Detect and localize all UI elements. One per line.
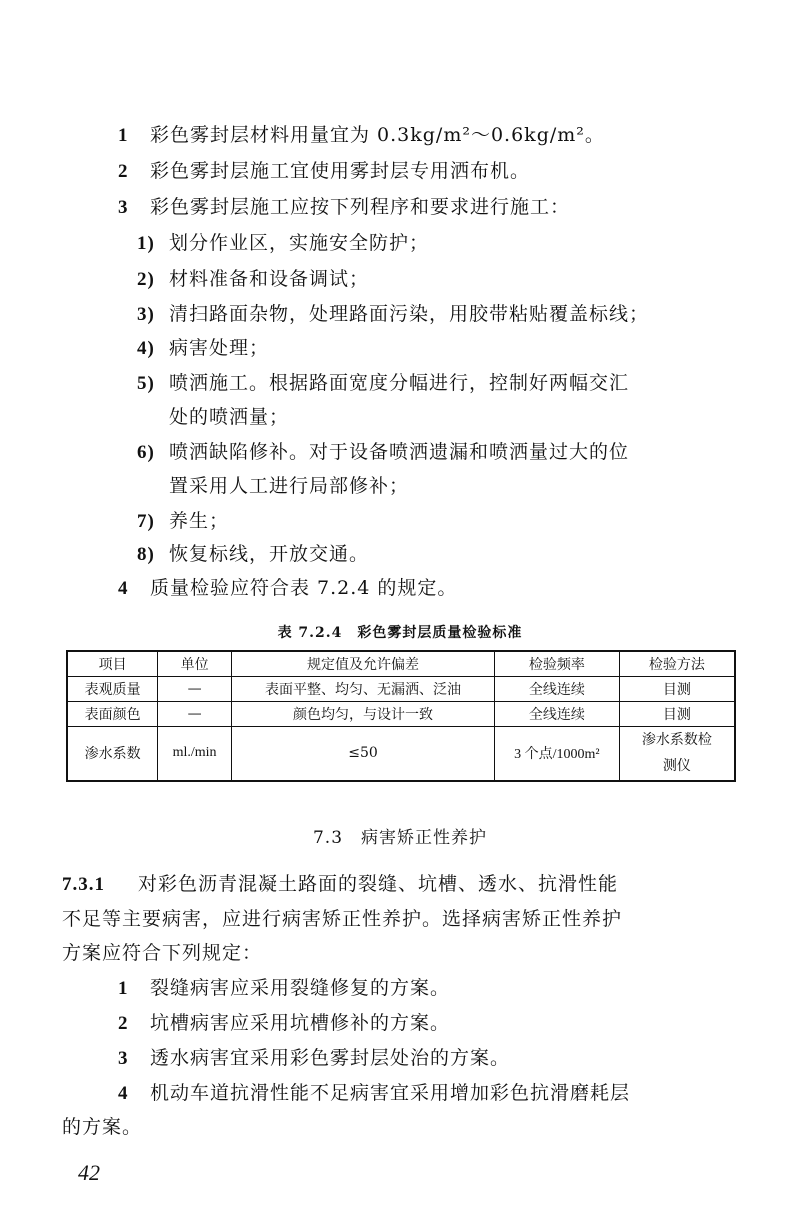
table-cell: ≤50 [232, 727, 495, 781]
header-cell: 规定值及允许偏差 [232, 651, 495, 677]
clause [62, 869, 618, 896]
quality-table [66, 650, 736, 782]
item-text: 材料准备和设备调试； [169, 268, 370, 290]
item-number: 6) [137, 442, 155, 463]
item-text-continued: 的方案。 [62, 1116, 143, 1138]
item-number: 3) [137, 304, 155, 325]
item-text: 坑槽病害应采用坑槽修补的方案。 [150, 1012, 451, 1034]
item-text: 裂缝病害应采用裂缝修复的方案。 [150, 977, 451, 999]
table-cell: 全线连续 [494, 702, 619, 727]
list-item [118, 120, 605, 147]
item-number: 4) [137, 338, 155, 359]
table-cell: 渗水系数 [67, 727, 158, 781]
list-item [118, 1043, 510, 1070]
clause-text: 方案应符合下列规定： [62, 942, 263, 964]
sub-item [137, 299, 649, 326]
item-text: 透水病害宜采用彩色雾封层处治的方案。 [150, 1047, 511, 1069]
table-cell: ml./min [158, 727, 232, 781]
table-cell: — [158, 702, 232, 727]
sub-item [137, 539, 369, 566]
item-text: 划分作业区，实施安全防护； [169, 232, 430, 254]
item-number: 7) [137, 511, 155, 532]
header-cell: 检验方法 [619, 651, 735, 677]
item-text: 清扫路面杂物，处理路面污染，用胶带粘贴覆盖标线； [169, 303, 650, 325]
item-text: 彩色雾封层施工宜使用雾封层专用洒布机。 [150, 160, 531, 182]
table-cell: 目测 [619, 677, 735, 702]
table-cell: 表面平整、均匀、无漏洒、泛油 [232, 677, 495, 702]
header-cell: 检验频率 [494, 651, 619, 677]
clause-number: 7.3.1 [62, 874, 105, 895]
clause-text: 不足等主要病害，应进行病害矫正性养护。选择病害矫正性养护 [62, 908, 623, 930]
list-item [118, 1078, 630, 1105]
table-cell: 渗水系数检测仪 [619, 727, 735, 781]
item-text-continued: 置采用人工进行局部修补； [169, 475, 410, 497]
item-text: 喷洒缺陷修补。对于设备喷洒遗漏和喷洒量过大的位 [169, 441, 630, 463]
list-item [118, 973, 450, 1000]
item-text: 病害处理； [169, 337, 270, 359]
item-number: 4 [118, 1083, 129, 1104]
item-number: 2 [118, 161, 129, 182]
item-number: 5) [137, 373, 155, 394]
item-text: 彩色雾封层材料用量宜为 0.3kg/m²～0.6kg/m²。 [150, 124, 605, 146]
table-caption: 表 7.2.4 彩色雾封层质量检验标准 [277, 625, 523, 641]
item-number: 2) [137, 269, 155, 290]
table-cell: 表观质量 [67, 677, 158, 702]
sub-item [137, 264, 369, 291]
sub-item [137, 333, 269, 360]
page-number: 42 [78, 1160, 100, 1185]
table-cell: — [158, 677, 232, 702]
sub-item [137, 368, 629, 395]
table-cell: 颜色均匀，与设计一致 [232, 702, 495, 727]
item-text: 彩色雾封层施工应按下列程序和要求进行施工： [150, 196, 571, 218]
item-number: 8) [137, 544, 155, 565]
item-number: 1 [118, 978, 129, 999]
clause-text: 对彩色沥青混凝土路面的裂缝、坑槽、透水、抗滑性能 [138, 873, 619, 895]
item-text: 喷洒施工。根据路面宽度分幅进行，控制好两幅交汇 [169, 372, 630, 394]
table-cell: 全线连续 [494, 677, 619, 702]
header-cell: 项目 [67, 651, 158, 677]
table-row [67, 677, 735, 702]
item-number: 1 [118, 125, 129, 146]
item-text: 质量检验应符合表 7.2.4 的规定。 [150, 577, 458, 599]
item-number: 4 [118, 578, 129, 599]
header-cell: 单位 [158, 651, 232, 677]
table-row [67, 727, 735, 781]
item-text: 养生； [169, 510, 230, 532]
item-number: 1) [137, 233, 155, 254]
list-item [118, 1008, 450, 1035]
table-cell: 3 个点/1000m² [494, 727, 619, 781]
table-cell: 表面颜色 [67, 702, 158, 727]
table-cell: 目测 [619, 702, 735, 727]
section-heading: 7.3 病害矫正性养护 [312, 828, 488, 848]
item-number: 2 [118, 1013, 129, 1034]
list-item [118, 573, 457, 600]
item-number: 3 [118, 1048, 129, 1069]
sub-item [137, 437, 629, 464]
sub-item [137, 506, 229, 533]
item-number: 3 [118, 197, 129, 218]
list-item [118, 192, 570, 219]
item-text: 机动车道抗滑性能不足病害宜采用增加彩色抗滑磨耗层 [150, 1082, 631, 1104]
item-text: 恢复标线，开放交通。 [169, 543, 370, 565]
item-text-continued: 处的喷洒量； [169, 406, 290, 428]
list-item [118, 156, 530, 183]
table-header-row [67, 651, 735, 677]
sub-item [137, 228, 429, 255]
table-row [67, 702, 735, 727]
